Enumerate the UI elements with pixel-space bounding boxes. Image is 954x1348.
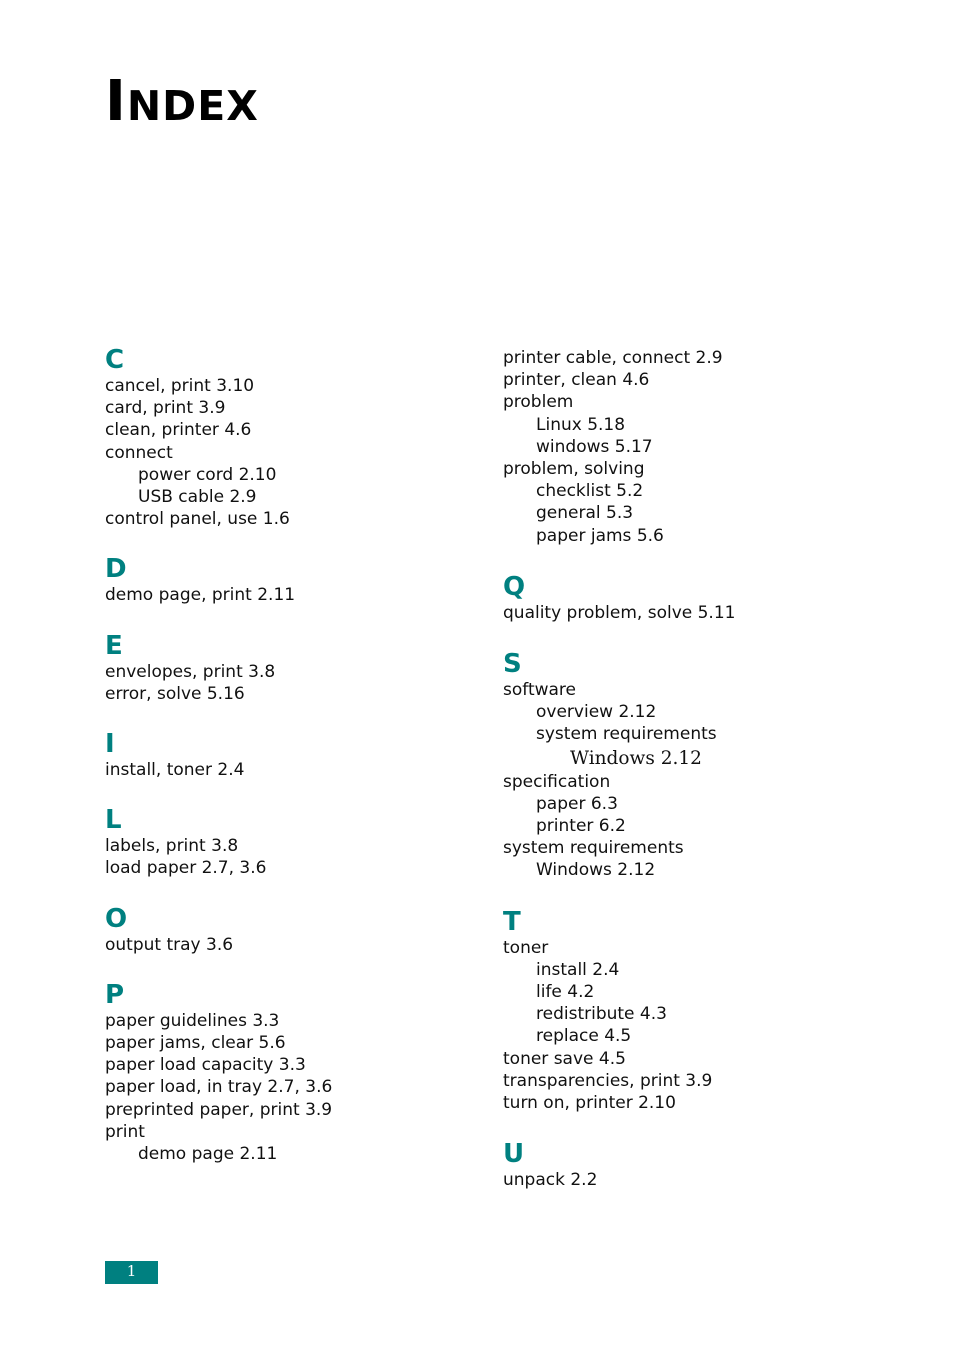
index-entry: envelopes, print 3.8 bbox=[105, 661, 276, 682]
index-section bbox=[105, 976, 485, 1165]
index-entry: paper load capacity 3.3 bbox=[105, 1055, 306, 1076]
index-entry: clean, printer 4.6 bbox=[105, 420, 252, 441]
index-entry: paper load, in tray 2.7, 3.6 bbox=[105, 1077, 333, 1098]
index-entry: connect bbox=[105, 442, 173, 463]
page-title bbox=[105, 69, 259, 136]
section-letter: U bbox=[503, 1139, 525, 1170]
section-letter: T bbox=[503, 906, 521, 937]
index-entry: toner save 4.5 bbox=[503, 1048, 626, 1069]
index-subentry: overview 2.12 bbox=[536, 702, 657, 723]
index-subentry: redistribute 4.3 bbox=[536, 1004, 667, 1025]
index-section bbox=[105, 725, 485, 781]
section-letter: P bbox=[105, 979, 125, 1010]
index-section bbox=[503, 645, 883, 882]
index-section bbox=[105, 550, 485, 606]
index-subentry: demo page 2.11 bbox=[138, 1144, 278, 1165]
index-section bbox=[503, 568, 883, 624]
index-section bbox=[105, 900, 485, 956]
index-section bbox=[105, 341, 485, 530]
index-section bbox=[503, 347, 883, 547]
index-entry: labels, print 3.8 bbox=[105, 836, 239, 857]
index-entry: print bbox=[105, 1121, 145, 1142]
index-column-right bbox=[503, 347, 883, 1212]
index-entry: install, toner 2.4 bbox=[105, 760, 245, 781]
index-subentry: general 5.3 bbox=[536, 503, 634, 524]
section-letter: Q bbox=[503, 571, 526, 602]
index-subentry: windows 5.17 bbox=[536, 436, 653, 457]
index-subentry: power cord 2.10 bbox=[138, 464, 277, 485]
index-entry: transparencies, print 3.9 bbox=[503, 1070, 713, 1091]
index-entry: output tray 3.6 bbox=[105, 934, 234, 955]
index-entry: preprinted paper, print 3.9 bbox=[105, 1099, 333, 1120]
index-entry: printer cable, connect 2.9 bbox=[503, 348, 723, 368]
index-entry: demo page, print 2.11 bbox=[105, 585, 296, 606]
index-entry: software bbox=[503, 680, 577, 701]
index-subentry: checklist 5.2 bbox=[536, 481, 644, 502]
title-first-letter: I bbox=[105, 69, 127, 134]
index-column-left bbox=[105, 341, 485, 1185]
index-subentry: Windows 2.12 bbox=[570, 747, 702, 769]
index-subentry: paper 6.3 bbox=[536, 793, 618, 814]
index-section bbox=[105, 627, 485, 705]
index-subentry: Linux 5.18 bbox=[536, 414, 626, 435]
index-entry: problem bbox=[503, 392, 574, 413]
index-entry: printer, clean 4.6 bbox=[503, 370, 650, 391]
index-section bbox=[105, 801, 485, 879]
index-entry: toner bbox=[503, 937, 549, 958]
page-number-badge: 1 bbox=[105, 1261, 158, 1284]
index-section bbox=[503, 903, 883, 1115]
index-entry: control panel, use 1.6 bbox=[105, 509, 290, 530]
index-entry: specification bbox=[503, 771, 611, 792]
index-subentry: life 4.2 bbox=[536, 982, 595, 1003]
index-subentry: Windows 2.12 bbox=[536, 860, 656, 881]
index-subentry: install 2.4 bbox=[536, 959, 620, 980]
section-letter: I bbox=[105, 729, 115, 760]
index-subentry: replace 4.5 bbox=[536, 1026, 632, 1047]
section-letter: E bbox=[105, 630, 123, 661]
index-subentry: system requirements bbox=[536, 724, 717, 745]
index-entry: unpack 2.2 bbox=[503, 1170, 598, 1191]
section-letter: D bbox=[105, 554, 127, 585]
index-entry: card, print 3.9 bbox=[105, 398, 226, 419]
index-section bbox=[503, 1135, 883, 1191]
index-subentry: paper jams 5.6 bbox=[536, 525, 664, 546]
section-letter: O bbox=[105, 903, 128, 934]
section-letter: L bbox=[105, 805, 122, 836]
index-entry: turn on, printer 2.10 bbox=[503, 1093, 676, 1114]
index-entry: cancel, print 3.10 bbox=[105, 376, 255, 396]
index-entry: error, solve 5.16 bbox=[105, 683, 245, 704]
index-entry: problem, solving bbox=[503, 459, 645, 480]
section-letter: S bbox=[503, 649, 522, 680]
index-subentry: printer 6.2 bbox=[536, 816, 626, 837]
index-entry: quality problem, solve 5.11 bbox=[503, 602, 736, 623]
index-subentry: USB cable 2.9 bbox=[138, 487, 257, 508]
index-entry: paper jams, clear 5.6 bbox=[105, 1033, 286, 1054]
title-rest: NDEX bbox=[126, 82, 259, 130]
index-entry: load paper 2.7, 3.6 bbox=[105, 858, 267, 879]
index-entry: system requirements bbox=[503, 838, 684, 859]
index-entry: paper guidelines 3.3 bbox=[105, 1010, 280, 1031]
section-letter: C bbox=[105, 345, 125, 375]
